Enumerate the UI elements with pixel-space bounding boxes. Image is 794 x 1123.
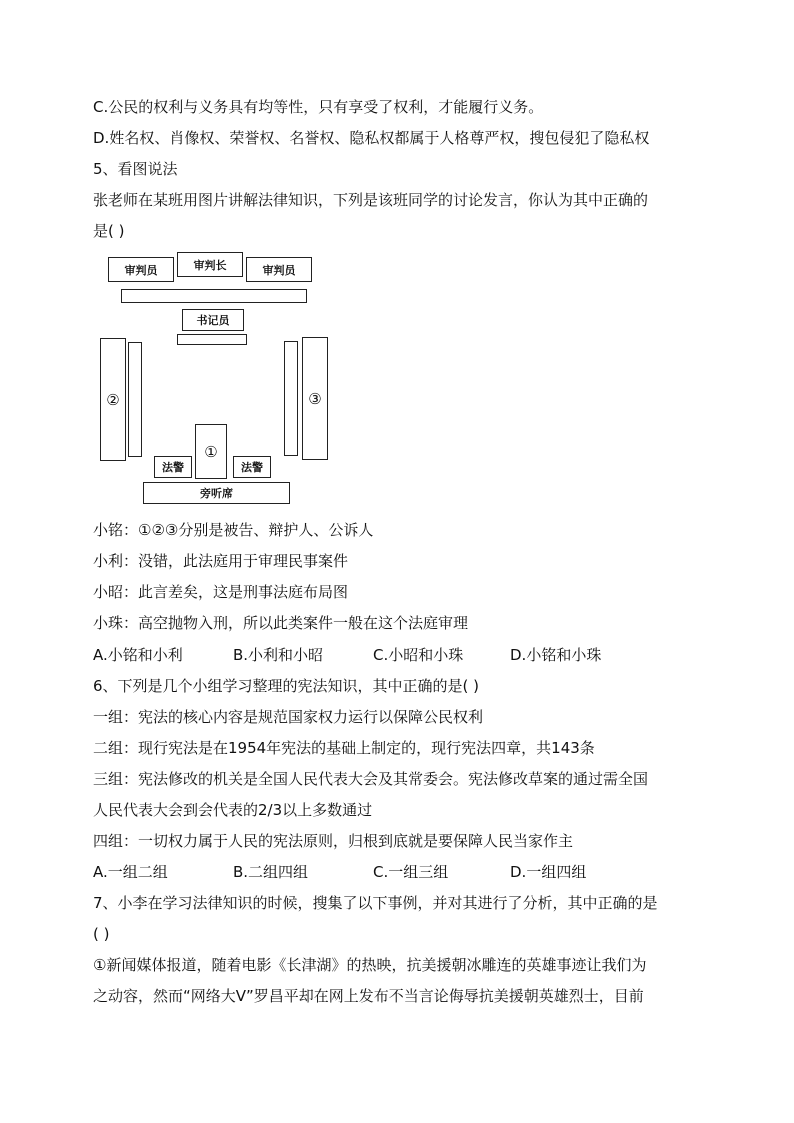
seat-3-label: ③ bbox=[308, 389, 322, 408]
q6-option-d: D.一组四组 bbox=[510, 863, 587, 881]
q5-option-b: B.小利和小昭 bbox=[233, 646, 324, 664]
q5-option-a: A.小铭和小利 bbox=[93, 646, 183, 664]
seat-1-box bbox=[195, 424, 227, 479]
question-7-title: 7、小李在学习法律知识的时候，搜集了以下事例，并对其进行了分析，其中正确的是 bbox=[93, 894, 658, 912]
q6-group-2: 二组：现行宪法是在1954年宪法的基础上制定的，现行宪法四章，共143条 bbox=[93, 739, 595, 757]
seat-3-box bbox=[302, 337, 328, 460]
statement-xiaoming: 小铭：①②③分别是被告、辩护人、公诉人 bbox=[93, 521, 374, 539]
question-5-stem-end: 是( ) bbox=[93, 222, 125, 240]
q5-option-c: C.小昭和小珠 bbox=[373, 646, 464, 664]
seat-2-box bbox=[100, 338, 126, 461]
judge-right-box: 审判员 bbox=[246, 257, 312, 282]
seat-1-label: ① bbox=[204, 442, 218, 461]
q7-case-1: ①新闻媒体报道，随着电影《长津湖》的热映，抗美援朝冰雕连的英雄事迹让我们为 bbox=[93, 956, 647, 974]
seat-2-desk bbox=[128, 342, 142, 457]
gallery-box: 旁听席 bbox=[143, 482, 290, 504]
judge-chief-box: 审判长 bbox=[177, 252, 243, 277]
bailiff-left-box: 法警 bbox=[154, 456, 192, 478]
option-c-q4: C.公民的权利与义务具有均等性，只有享受了权利，才能履行义务。 bbox=[93, 98, 544, 116]
q6-option-b: B.二组四组 bbox=[233, 863, 309, 881]
q6-group-3-cont: 人民代表大会到会代表的2/3以上多数通过 bbox=[93, 801, 373, 819]
statement-xiaozhao: 小昭：此言差矣，这是刑事法庭布局图 bbox=[93, 583, 349, 601]
option-d-q4: D.姓名权、肖像权、荣誉权、名誉权、隐私权都属于人格尊严权，搜包侵犯了隐私权 bbox=[93, 129, 650, 147]
question-5-title: 5、看图说法 bbox=[93, 160, 178, 178]
q6-option-a: A.一组二组 bbox=[93, 863, 168, 881]
clerk-box: 书记员 bbox=[182, 309, 244, 331]
q5-option-d: D.小铭和小珠 bbox=[510, 646, 602, 664]
judge-left-box: 审判员 bbox=[108, 257, 174, 282]
q6-group-1: 一组：宪法的核心内容是规范国家权力运行以保障公民权利 bbox=[93, 708, 484, 726]
q6-group-4: 四组：一切权力属于人民的宪法原则，归根到底就是要保障人民当家作主 bbox=[93, 832, 574, 850]
statement-xiaoli: 小利：没错，此法庭用于审理民事案件 bbox=[93, 552, 349, 570]
question-7-blank: ( ) bbox=[93, 925, 110, 943]
question-6-title: 6、下列是几个小组学习整理的宪法知识，其中正确的是( ) bbox=[93, 677, 480, 695]
seat-3-desk bbox=[284, 341, 298, 456]
statement-xiaozhu: 小珠：高空抛物入刑，所以此类案件一般在这个法庭审理 bbox=[93, 614, 469, 632]
question-5-stem: 张老师在某班用图片讲解法律知识，下列是该班同学的讨论发言，你认为其中正确的 bbox=[93, 191, 649, 209]
bench-bar bbox=[121, 289, 307, 303]
clerk-desk bbox=[177, 334, 247, 345]
q6-option-c: C.一组三组 bbox=[373, 863, 449, 881]
q7-case-1-cont: 之动容，然而“网络大V”罗昌平却在网上发布不当言论侮辱抗美援朝英雄烈士，目前 bbox=[93, 987, 644, 1005]
bailiff-right-box: 法警 bbox=[233, 456, 271, 478]
seat-2-label: ② bbox=[106, 390, 120, 409]
q6-group-3: 三组：宪法修改的机关是全国人民代表大会及其常委会。宪法修改草案的通过需全国 bbox=[93, 770, 649, 788]
